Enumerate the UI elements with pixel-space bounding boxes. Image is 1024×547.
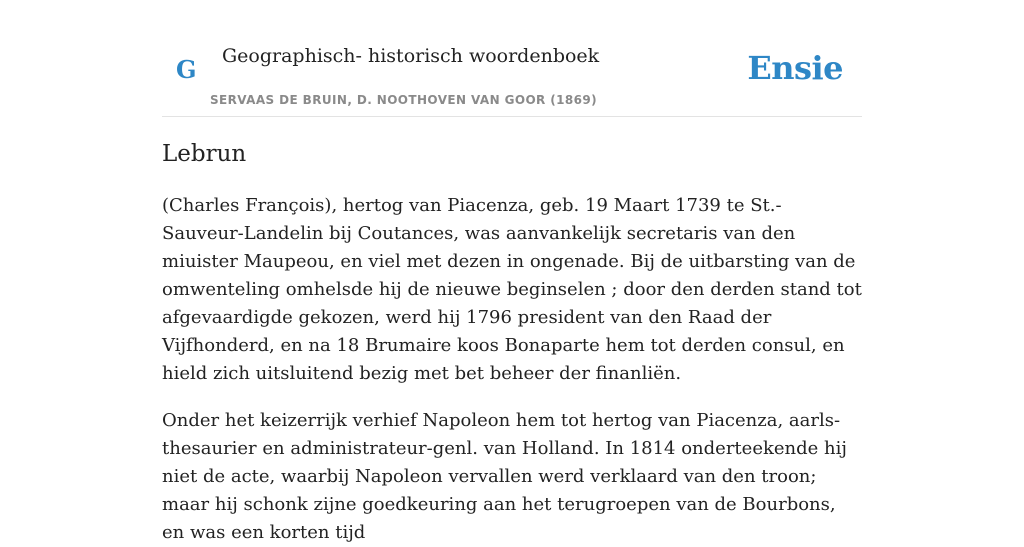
book-initial-icon[interactable]: G	[176, 55, 197, 84]
article-paragraph: Onder het keizerrijk verhief Napoleon hem tot hertog van Piacenza, aarls-thesaurier en administrateur-genl. van Holland. In 1814 onderteekende hij niet de acte, waarbij Napoleon vervallen werd verklaard van den troon; maar hij schonk zijne goedkeuring aan het terugroepen van de Bourbons, en was een korten tijd	[162, 410, 847, 543]
article-paragraph: (Charles François), hertog van Piacenza, geb. 19 Maart 1739 te St.-Sauveur-Landelin bij Coutances, was aanvankelijk secretaris van den miuister Maupeou, en viel met dezen in ongenade. Bij de uitbarsting van de omwenteling omhelsde hij de nieuwe beginselen ; door den derden stand tot afgevaardigde gekozen, werd hij 1796 president van den Raad der Vijfhonderd, en na 18 Brumaire koos Bonaparte hem tot derden consul, en hield zich uitsluitend bezig met bet beheer der finanliën.	[162, 195, 862, 384]
article	[162, 138, 862, 547]
book-authors-year: SERVAAS DE BRUIN, D. NOOTHOVEN VAN GOOR (1869)	[210, 93, 598, 107]
page-header	[162, 0, 862, 117]
article-title: Lebrun	[162, 141, 247, 167]
book-title-link[interactable]: Geographisch- historisch woordenboek	[222, 45, 600, 67]
ensie-logo[interactable]: Ensie	[747, 49, 843, 87]
